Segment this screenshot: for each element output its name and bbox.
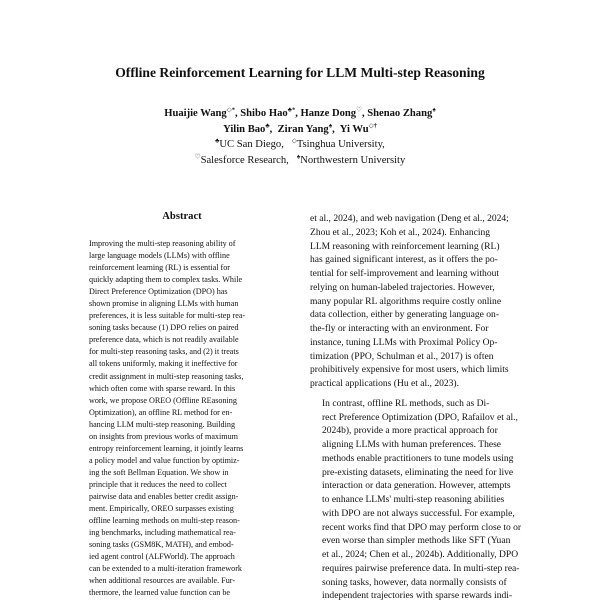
abstract-line: a policy model and value function by optimiz-	[89, 455, 240, 465]
author-mark: ♣	[265, 121, 270, 129]
abstract-line: ment. Empirically, OREO surpasses existing	[89, 504, 234, 514]
intro-line: instance, tuning LLMs with Proximal Policy Op-	[310, 336, 498, 348]
intro-line: practical applications (Hu et al., 2023).	[310, 378, 459, 389]
author-name: Ziran Yang	[277, 123, 329, 135]
intro-line: has gained significant interest, as it offers the po-	[310, 254, 498, 266]
abstract-line: shown promise in aligning LLMs with human	[89, 299, 239, 309]
intro-line: prohibitively expensive for most users, which limits	[310, 364, 509, 376]
abstract-line: large language models (LLMs) with offline	[89, 251, 230, 261]
abstract-line: hancing LLM multi-step reasoning. Building	[89, 419, 236, 429]
author-mark: ♠	[328, 121, 333, 129]
intro-paragraph-1	[310, 212, 532, 391]
intro-line: soning tasks, however, data normally consists of	[322, 576, 507, 588]
intro-line: the-fly or interacting with an environment. For	[310, 323, 489, 334]
abstract-line: soning tasks because (1) DPO relies on paired	[89, 323, 239, 333]
author-mark: ♠	[432, 106, 436, 114]
abstract-line: preferences, it is less suitable for multi-step rea-	[89, 311, 246, 321]
author-block	[0, 106, 600, 168]
abstract-line: work, we propose OREO (Offline REasoning	[89, 395, 237, 405]
intro-line: Zhou et al., 2023; Koh et al., 2024). Enhancing	[310, 226, 491, 238]
intro-line: relying on human-labeled trajectories. However,	[310, 281, 495, 293]
author-mark: ◇†	[368, 121, 377, 129]
intro-line: with DPO are not always successful. For example,	[322, 507, 515, 519]
intro-line: requires pairwise preference data. In multi-step rea-	[322, 562, 520, 574]
intro-line: rect Preference Optimization (DPO, Rafailov et al.,	[322, 411, 518, 423]
affiliation: Salesforce Research,	[200, 154, 289, 166]
intro-line: et al., 2024), and web navigation (Deng et al., 2024;	[310, 213, 509, 224]
abstract-line: principle that it reduces the need to collect	[89, 479, 227, 489]
abstract-line: quickly adapting them to complex tasks. While	[89, 275, 243, 285]
intro-line: to enhance LLMs' multi-step reasoning abilities	[322, 494, 505, 505]
authors-line-2: Yilin Bao♣, Ziran Yang♠, Yi Wu◇†	[223, 121, 377, 135]
intro-line: et al., 2024; Chen et al., 2024b). Additionally, DPO	[322, 549, 519, 560]
intro-line: recent works find that DPO may perform close to or	[322, 521, 522, 533]
abstract-line: soning tasks (GSM8K, MATH), and embod-	[89, 540, 234, 550]
abstract-line: Improving the multi-step reasoning ability of	[89, 239, 236, 248]
abstract-line: ing the soft Bellman Equation. We show in	[89, 467, 229, 477]
affiliation: Tsinghua University,	[296, 139, 385, 150]
intro-line: timization (PPO, Schulman et al., 2017) is often	[310, 350, 494, 362]
intro-paragraph-2	[310, 397, 532, 603]
abstract-line: reinforcement learning (RL) is essential for	[89, 263, 231, 273]
affiliation: Northwestern University	[300, 154, 406, 166]
abstract-line: ing benchmarks, including mathematical rea-	[89, 528, 236, 538]
author-name: Huaijie Wang	[164, 108, 227, 119]
intro-line: data collection, either by generating language on-	[310, 309, 500, 321]
abstract-line: on insights from previous works of maximum	[89, 431, 238, 441]
abstract-line: Direct Preference Optimization (DPO) has	[89, 287, 228, 297]
abstract-line: when additional resources are available. Fur-	[89, 576, 236, 586]
abstract-line: preference data, which is not readily available	[89, 335, 239, 345]
abstract-line: entropy reinforcement learning, it jointly learns	[89, 443, 244, 453]
affiliation-mark: ♣	[215, 137, 220, 145]
affiliation-mark: ◇	[291, 137, 297, 145]
intro-line: tential for self-improvement and learning without	[310, 268, 500, 279]
author-mark: ♣*	[287, 106, 296, 114]
abstract-line: which often come with sparse reward. In this	[89, 383, 236, 393]
abstract-body	[89, 238, 275, 599]
intro-line: methods enable practitioners to tune models using	[322, 452, 514, 464]
affiliation-mark: ♡	[194, 152, 201, 160]
intro-line: LLM reasoning with reinforcement learning (RL)	[310, 240, 500, 252]
abstract-line: Optimization), an offline RL method for en-	[89, 407, 233, 417]
intro-line: aligning LLMs with human preferences. These	[322, 439, 502, 450]
intro-line: many popular RL algorithms require costly online	[310, 295, 502, 307]
abstract-heading: Abstract	[162, 211, 202, 222]
author-mark: ♡	[356, 106, 362, 114]
authors-line-1: Huaijie Wang◇*, Shibo Hao♣*, Hanze Dong♡, Shenao Zhang♠	[164, 106, 436, 119]
intro-line: 2024b), provide a more practical approach for	[322, 425, 498, 437]
author-name: Hanze Dong	[300, 108, 357, 119]
author-name: Yi Wu	[339, 123, 369, 135]
abstract-line: credit assignment in multi-step reasoning tasks,	[89, 371, 244, 381]
intro-line: In contrast, offline RL methods, such as Di-	[322, 397, 490, 409]
affiliations-line-2	[0, 153, 600, 169]
intro-line: even worse than simpler methods like SFT (Yuan	[322, 535, 511, 547]
paper-title: Offline Reinforcement Learning for LLM Multi-step Reasoning	[115, 65, 485, 80]
author-name: Shibo Hao	[240, 108, 288, 119]
affiliations-line-1	[0, 137, 600, 153]
abstract-line: offline learning methods on multi-step reason-	[89, 516, 240, 526]
abstract-line: for multi-step reasoning tasks, and (2) it treats	[89, 347, 239, 357]
intro-line: independent trajectories with sparse rewards indi-	[322, 590, 513, 602]
author-name: Yilin Bao	[223, 123, 266, 135]
abstract-line: ied agent control (ALFWorld). The approach	[89, 552, 235, 562]
intro-column	[310, 212, 532, 603]
intro-line: pre-existing datasets, eliminating the need for live	[322, 466, 514, 478]
abstract-line: thermore, the learned value function can be	[89, 588, 230, 598]
affiliation-mark: ♠	[296, 152, 301, 160]
author-name: Shenao Zhang	[367, 108, 433, 119]
abstract-line: can be extended to a multi-iteration framework	[89, 564, 242, 574]
abstract-line: pairwise data and enables better credit assign-	[89, 491, 239, 501]
affiliation: UC San Diego,	[219, 139, 284, 150]
intro-line: interaction or data generation. However, attempts	[322, 480, 511, 492]
abstract-line: all tokens uniformly, making it ineffective for	[89, 359, 238, 369]
author-mark: ◇*	[226, 106, 235, 114]
